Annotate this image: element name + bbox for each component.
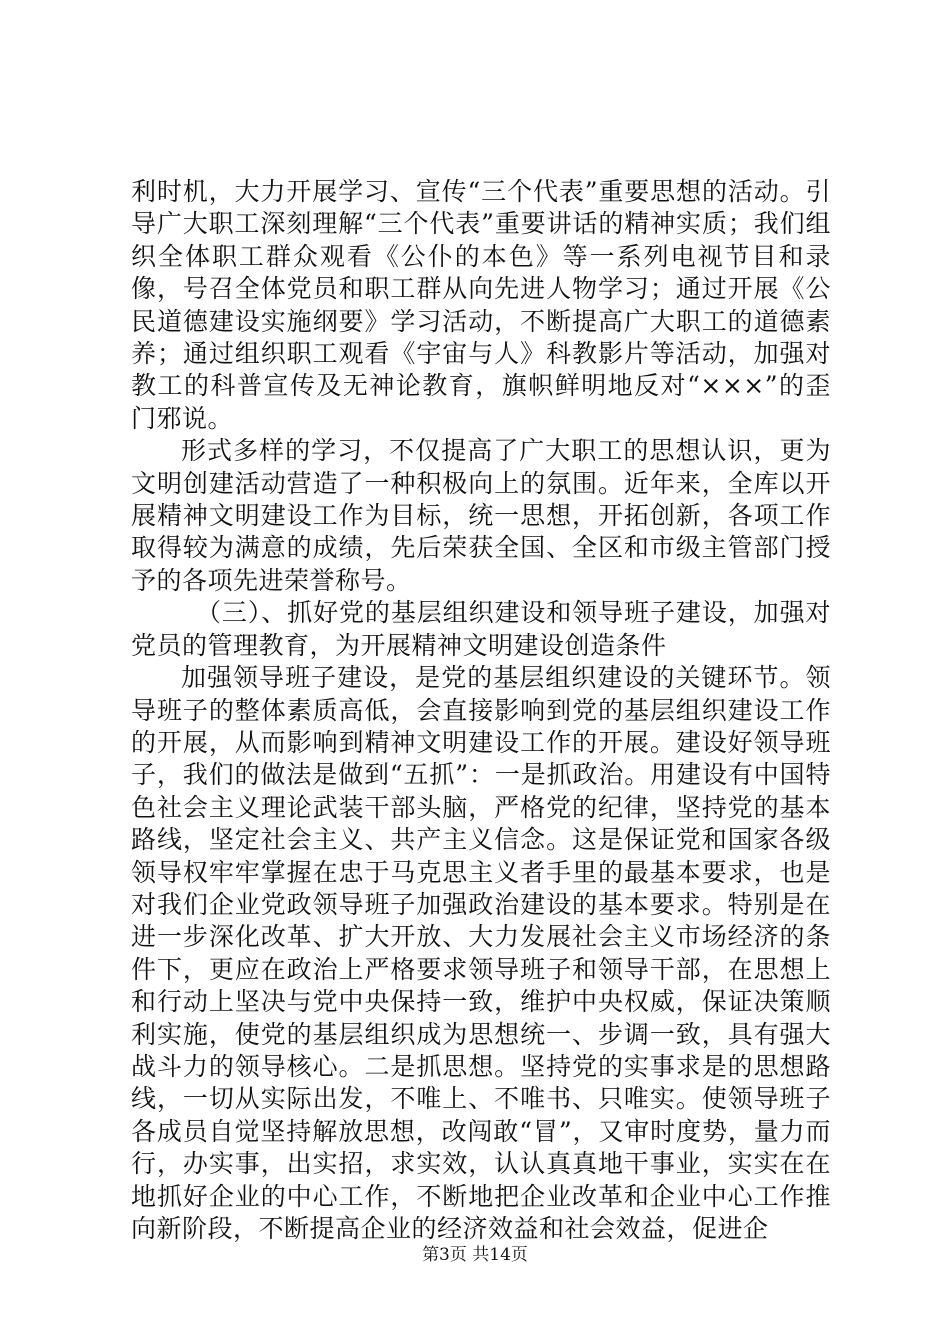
section-heading: （三）、抓好党的基层组织建设和领导班子建设，加强对党员的管理教育，为开展精神文明建设创造条件 xyxy=(131,598,831,660)
paragraph-2: 形式多样的学习，不仅提高了广大职工的思想认识，更为文明创建活动营造了一种积极向上的氛围。近年来，全库以开展精神文明建设工作为目标，统一思想，开拓创新，各项工作取得较为满意的成绩，先后荣获全国、全区和市级主管部门授予的各项先进荣誉称号。 xyxy=(131,436,831,595)
page-footer: 第3页 共14页 xyxy=(422,1245,528,1265)
paragraph-3: 加强领导班子建设，是党的基层组织建设的关键环节。领导班子的整体素质高低，会直接影响到党的基层组织建设工作的开展，从而影响到精神文明建设工作的开展。建设好领导班子，我们的做法是做到“五抓”：一是抓政治。用建设有中国特色社会主义理论武装干部头脑，严格党的纪律，坚持党的基本路线，坚定社会主义、共产主义信念。这是保证党和国家各级领导权牢牢掌握在忠于马克思主义者手里的最基本要求，也是对我们企业党政领导班子加强政治建设的基本要求。特别是在进一步深化改革、扩大开放、大力发展社会主义市场经济的条件下，更应在政治上严格要求领导班子和领导干部，在思想上和行动上坚决与党中央保持一致，维护中央权威，保证决策顺利实施，使党的基层组织成为思想统一、步调一致，具有强大战斗力的领导核心。二是抓思想。坚持党的实事求是的思想路线，一切从实际出发，不唯上、不唯书、只唯实。使领导班子各成员自觉坚持解放思想，改闯敢“冒”，又审时度势，量力而行，办实事，出实招，求实效，认认真真地干事业，实实在在地抓好企业的中心工作，不断地把企业改革和企业中心工作推向新阶段，不断提高企业的经济效益和社会效益，促进企 xyxy=(131,663,831,1243)
paragraph-1: 利时机，大力开展学习、宣传“三个代表”重要思想的活动。引导广大职工深刻理解“三个代表”重要讲话的精神实质；我们组织全体职工群众观看《公仆的本色》等一系列电视节目和录像，号召全体党员和职工群从向先进人物学习；通过开展《公民道德建设实施纲要》学习活动，不断提高广大职工的道德素养；通过组织职工观看《宇宙与人》科教影片等活动，加强对教工的科普宣传及无神论教育，旗帜鲜明地反对“×××”的歪门邪说。 xyxy=(131,177,831,433)
document-body xyxy=(131,176,831,1245)
